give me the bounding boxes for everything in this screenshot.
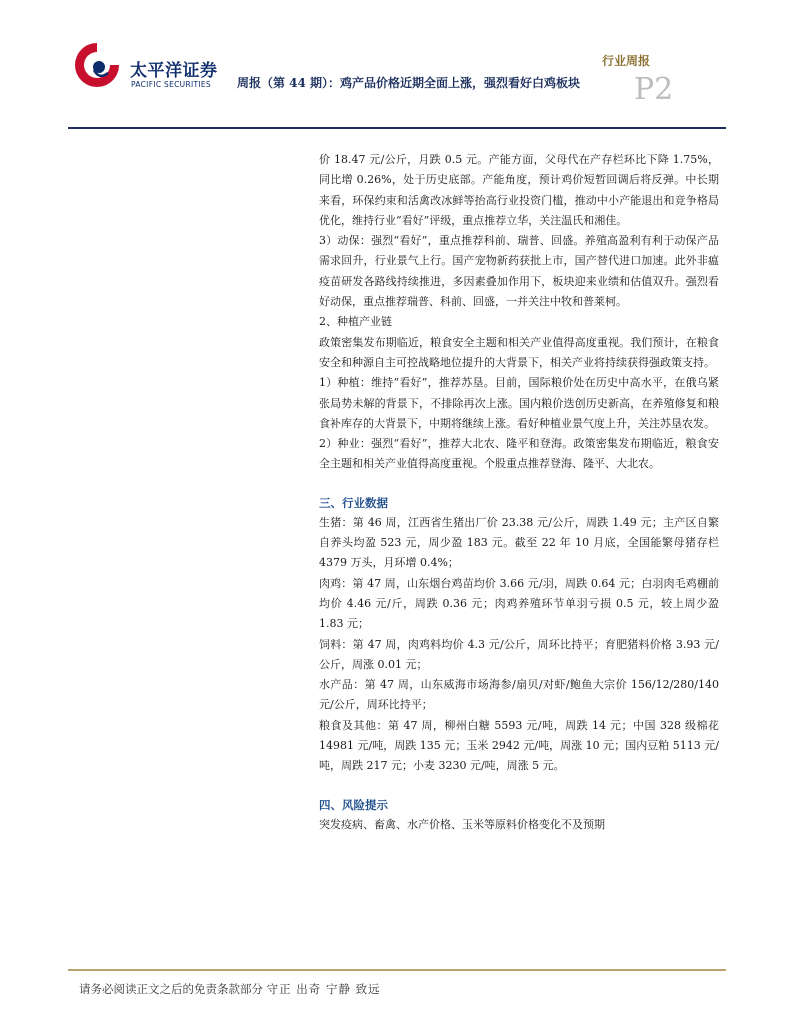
report-title: 周报（第 44 期）：鸡产品价格近期全面上涨，强烈看好白鸡板块 — [237, 76, 581, 90]
data-paragraph-broiler: 肉鸡：第 47 周，山东烟台鸡苗均价 3.66 元/羽，周跌 0.64 元；白羽肉毛鸡棚前均价 4.46 元/斤，周跌 0.36 元；肉鸡养殖环节单羽亏损 0.5 元，较上周少盈 1.83 元； — [319, 576, 719, 631]
section-heading-risk: 四、风险提示 — [319, 797, 388, 812]
report-body — [319, 150, 719, 835]
risk-text: 突发疫病、畜禽、水产价格、玉米等原料价格变化不及预期 — [319, 817, 605, 831]
page-number: P2 — [634, 72, 674, 107]
body-paragraph: 政策密集发布期临近，粮食安全主题和相关产业值得高度重视。我们预计，在粮食安全和种源自主可控战略地位提升的大背景下，相关产业将持续获得强政策支持。 — [319, 335, 719, 369]
footer-motto: 守正 出奇 宁静 致远 — [266, 982, 381, 996]
data-paragraph-grain: 粮食及其他：第 47 周，柳州白糖 5593 元/吨，周跌 14 元；中国 328 级棉花 14981 元/吨，周跌 135 元；玉米 2942 元/吨，周涨 10 元；国内豆粕 5113 元/吨，周跌 217 元；小麦 3230 元/吨，周涨 5 元。 — [319, 718, 719, 773]
page-footer — [79, 981, 381, 997]
report-type: 行业周报 — [601, 54, 650, 68]
page-header — [0, 0, 791, 135]
pacific-securities-logo-icon — [72, 40, 122, 90]
brand-name-en: PACIFIC SECURITIES — [131, 80, 211, 89]
body-paragraph: 1）种植：维持“看好”，推荐苏垦。目前，国际粮价处在历史中高水平，在俄乌紧张局势未解的背景下，不排除再次上涨。国内粮价迭创历史新高，在养殖修复和粮食补库存的大背景下，中期将继续上涨。看好种植业景气度上升，关注苏垦农发。 — [319, 376, 719, 430]
body-paragraph: 3）动保：强烈“看好”，重点推荐科前、瑞普、回盛。养殖高盈利有利于动保产品需求回升，行业景气上行。国产宠物新药获批上市，国产替代进口加速。此外非瘟疫苗研发各路线持续推进，多因素叠加作用下，板块迎来业绩和估值双升。强烈看好动保，重点推荐瑞普、科前、回盛，一并关注中牧和普莱柯。 — [319, 234, 719, 309]
section-heading-industry-data: 三、行业数据 — [319, 495, 388, 510]
data-paragraph-aquatic: 水产品：第 47 周，山东威海市场海参/扇贝/对虾/鲍鱼大宗价 156/12/280/140 元/公斤，周环比持平； — [319, 678, 719, 712]
data-paragraph-hog: 生猪：第 46 周，江西省生猪出厂价 23.38 元/公斤，周跌 1.49 元；主产区自繁自养头均盈 523 元，周少盈 183 元。截至 22 年 10 月底，全国能繁母猪存栏 4379 万头，月环增 0.4%； — [319, 515, 719, 570]
data-paragraph-feed: 饲料：第 47 周，肉鸡料均价 4.3 元/公斤，周环比持平；育肥猪料价格 3.93 元/公斤，周涨 0.01 元； — [319, 637, 719, 671]
body-paragraph: 2）种业：强烈“看好”，推荐大北农、隆平和登海。政策密集发布期临近，粮食安全主题和相关产业值得高度重视。个股重点推荐登海、隆平、大北农。 — [319, 437, 719, 471]
subsection-heading: 2、种植产业链 — [319, 315, 392, 329]
brand-name-cn: 太平洋证券 — [130, 61, 218, 81]
footer-disclaimer[interactable]: 请务必阅读正文之后的免责条款部分 — [79, 982, 263, 996]
body-paragraph: 价 18.47 元/公斤，月跌 0.5 元。产能方面，父母代在产存栏环比下降 1.75%，同比增 0.26%，处于历史底部。产能角度，预计鸡价短暂回调后将反弹。中长期来看，环保约束和活禽改冰鲜等抬高行业投资门槛，推动中小产能退出和竞争格局优化，维持行业“看好”评级，重点推荐立华，关注温氏和湘佳。 — [319, 153, 719, 227]
footer-divider — [68, 969, 726, 971]
header-divider — [68, 127, 726, 129]
